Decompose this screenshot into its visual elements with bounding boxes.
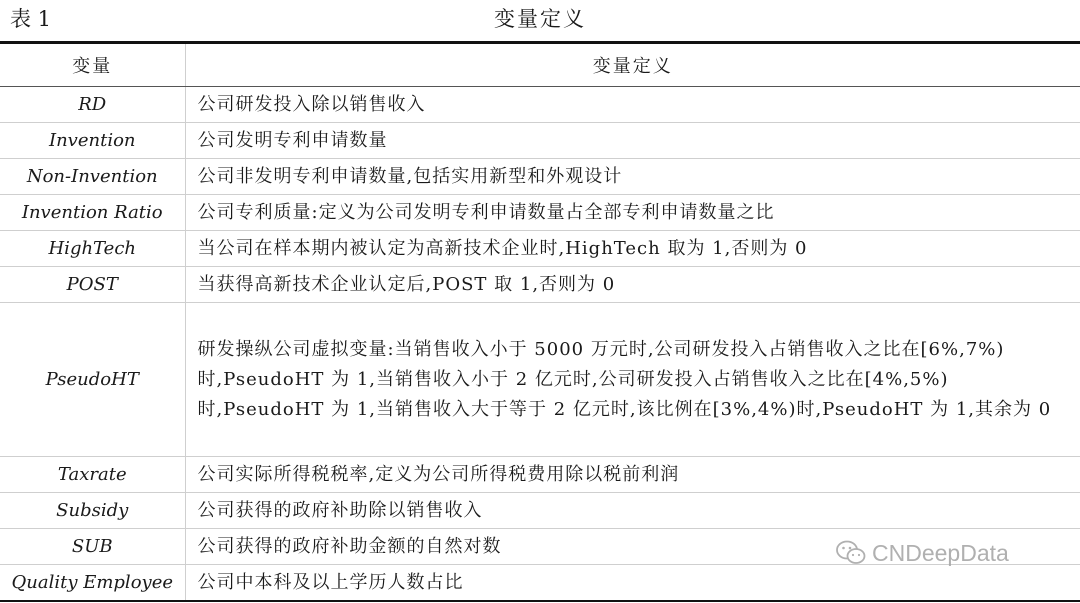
table-row bbox=[0, 493, 1080, 529]
variable-definition: 公司获得的政府补助除以销售收入 bbox=[185, 493, 1080, 529]
variable-definition: 公司实际所得税税率,定义为公司所得税费用除以税前利润 bbox=[185, 457, 1080, 493]
variable-name: POST bbox=[0, 267, 185, 303]
variable-definition: 当公司在样本期内被认定为高新技术企业时,HighTech 取为 1,否则为 0 bbox=[185, 231, 1080, 267]
variable-definition: 公司发明专利申请数量 bbox=[185, 123, 1080, 159]
column-header-definition: 变量定义 bbox=[185, 43, 1080, 87]
variable-definition: 公司专利质量:定义为公司发明专利申请数量占全部专利申请数量之比 bbox=[185, 195, 1080, 231]
variable-name: PseudoHT bbox=[0, 303, 185, 457]
variable-definition: 公司获得的政府补助金额的自然对数 bbox=[185, 529, 1080, 565]
variable-definition: 公司中本科及以上学历人数占比 bbox=[197, 571, 464, 593]
table-title: 变量定义 bbox=[494, 7, 586, 31]
header-row bbox=[0, 43, 1080, 87]
variable-definition: 公司研发投入除以销售收入 bbox=[185, 87, 1080, 123]
variable-name: Taxrate bbox=[0, 457, 185, 493]
variable-definition-table bbox=[0, 41, 1080, 602]
variable-name: RD bbox=[0, 87, 185, 123]
table-row bbox=[0, 267, 1080, 303]
variable-name: Subsidy bbox=[0, 493, 185, 529]
table-row bbox=[0, 87, 1080, 123]
column-header-variable: 变量 bbox=[0, 43, 185, 87]
table-row bbox=[0, 303, 1080, 457]
table-row bbox=[0, 123, 1080, 159]
variable-name: SUB bbox=[0, 529, 185, 565]
wechat-icon bbox=[836, 540, 866, 566]
table-row bbox=[0, 195, 1080, 231]
variable-name: Invention Ratio bbox=[0, 195, 185, 231]
variable-definition: 当获得高新技术企业认定后,POST 取 1,否则为 0 bbox=[185, 267, 1080, 303]
variable-name: Non-Invention bbox=[0, 159, 185, 195]
table-row bbox=[0, 565, 1080, 602]
variable-definition: 研发操纵公司虚拟变量:当销售收入小于 5000 万元时,公司研发投入占销售收入之比在[6%,7%)时,PseudoHT 为 1,当销售收入小于 2 亿元时,公司研发投入占销售收入之比在[4%,5%)时,PseudoHT 为 1,当销售收入大于等于 2 亿元时,该比例在[3%,4%)时,PseudoHT 为 1,其余为 0 bbox=[185, 303, 1080, 457]
variable-definition: 公司非发明专利申请数量,包括实用新型和外观设计 bbox=[185, 159, 1080, 195]
table-caption bbox=[0, 0, 1080, 40]
table-row bbox=[0, 457, 1080, 493]
variable-name: Invention bbox=[0, 123, 185, 159]
variable-name: Quality Employee bbox=[0, 565, 185, 602]
table-row bbox=[0, 159, 1080, 195]
variable-name: HighTech bbox=[0, 231, 185, 267]
watermark-text: CNDeepData bbox=[872, 539, 1009, 566]
table-row bbox=[0, 231, 1080, 267]
table-label: 表 1 bbox=[10, 7, 52, 31]
watermark bbox=[836, 538, 1009, 568]
